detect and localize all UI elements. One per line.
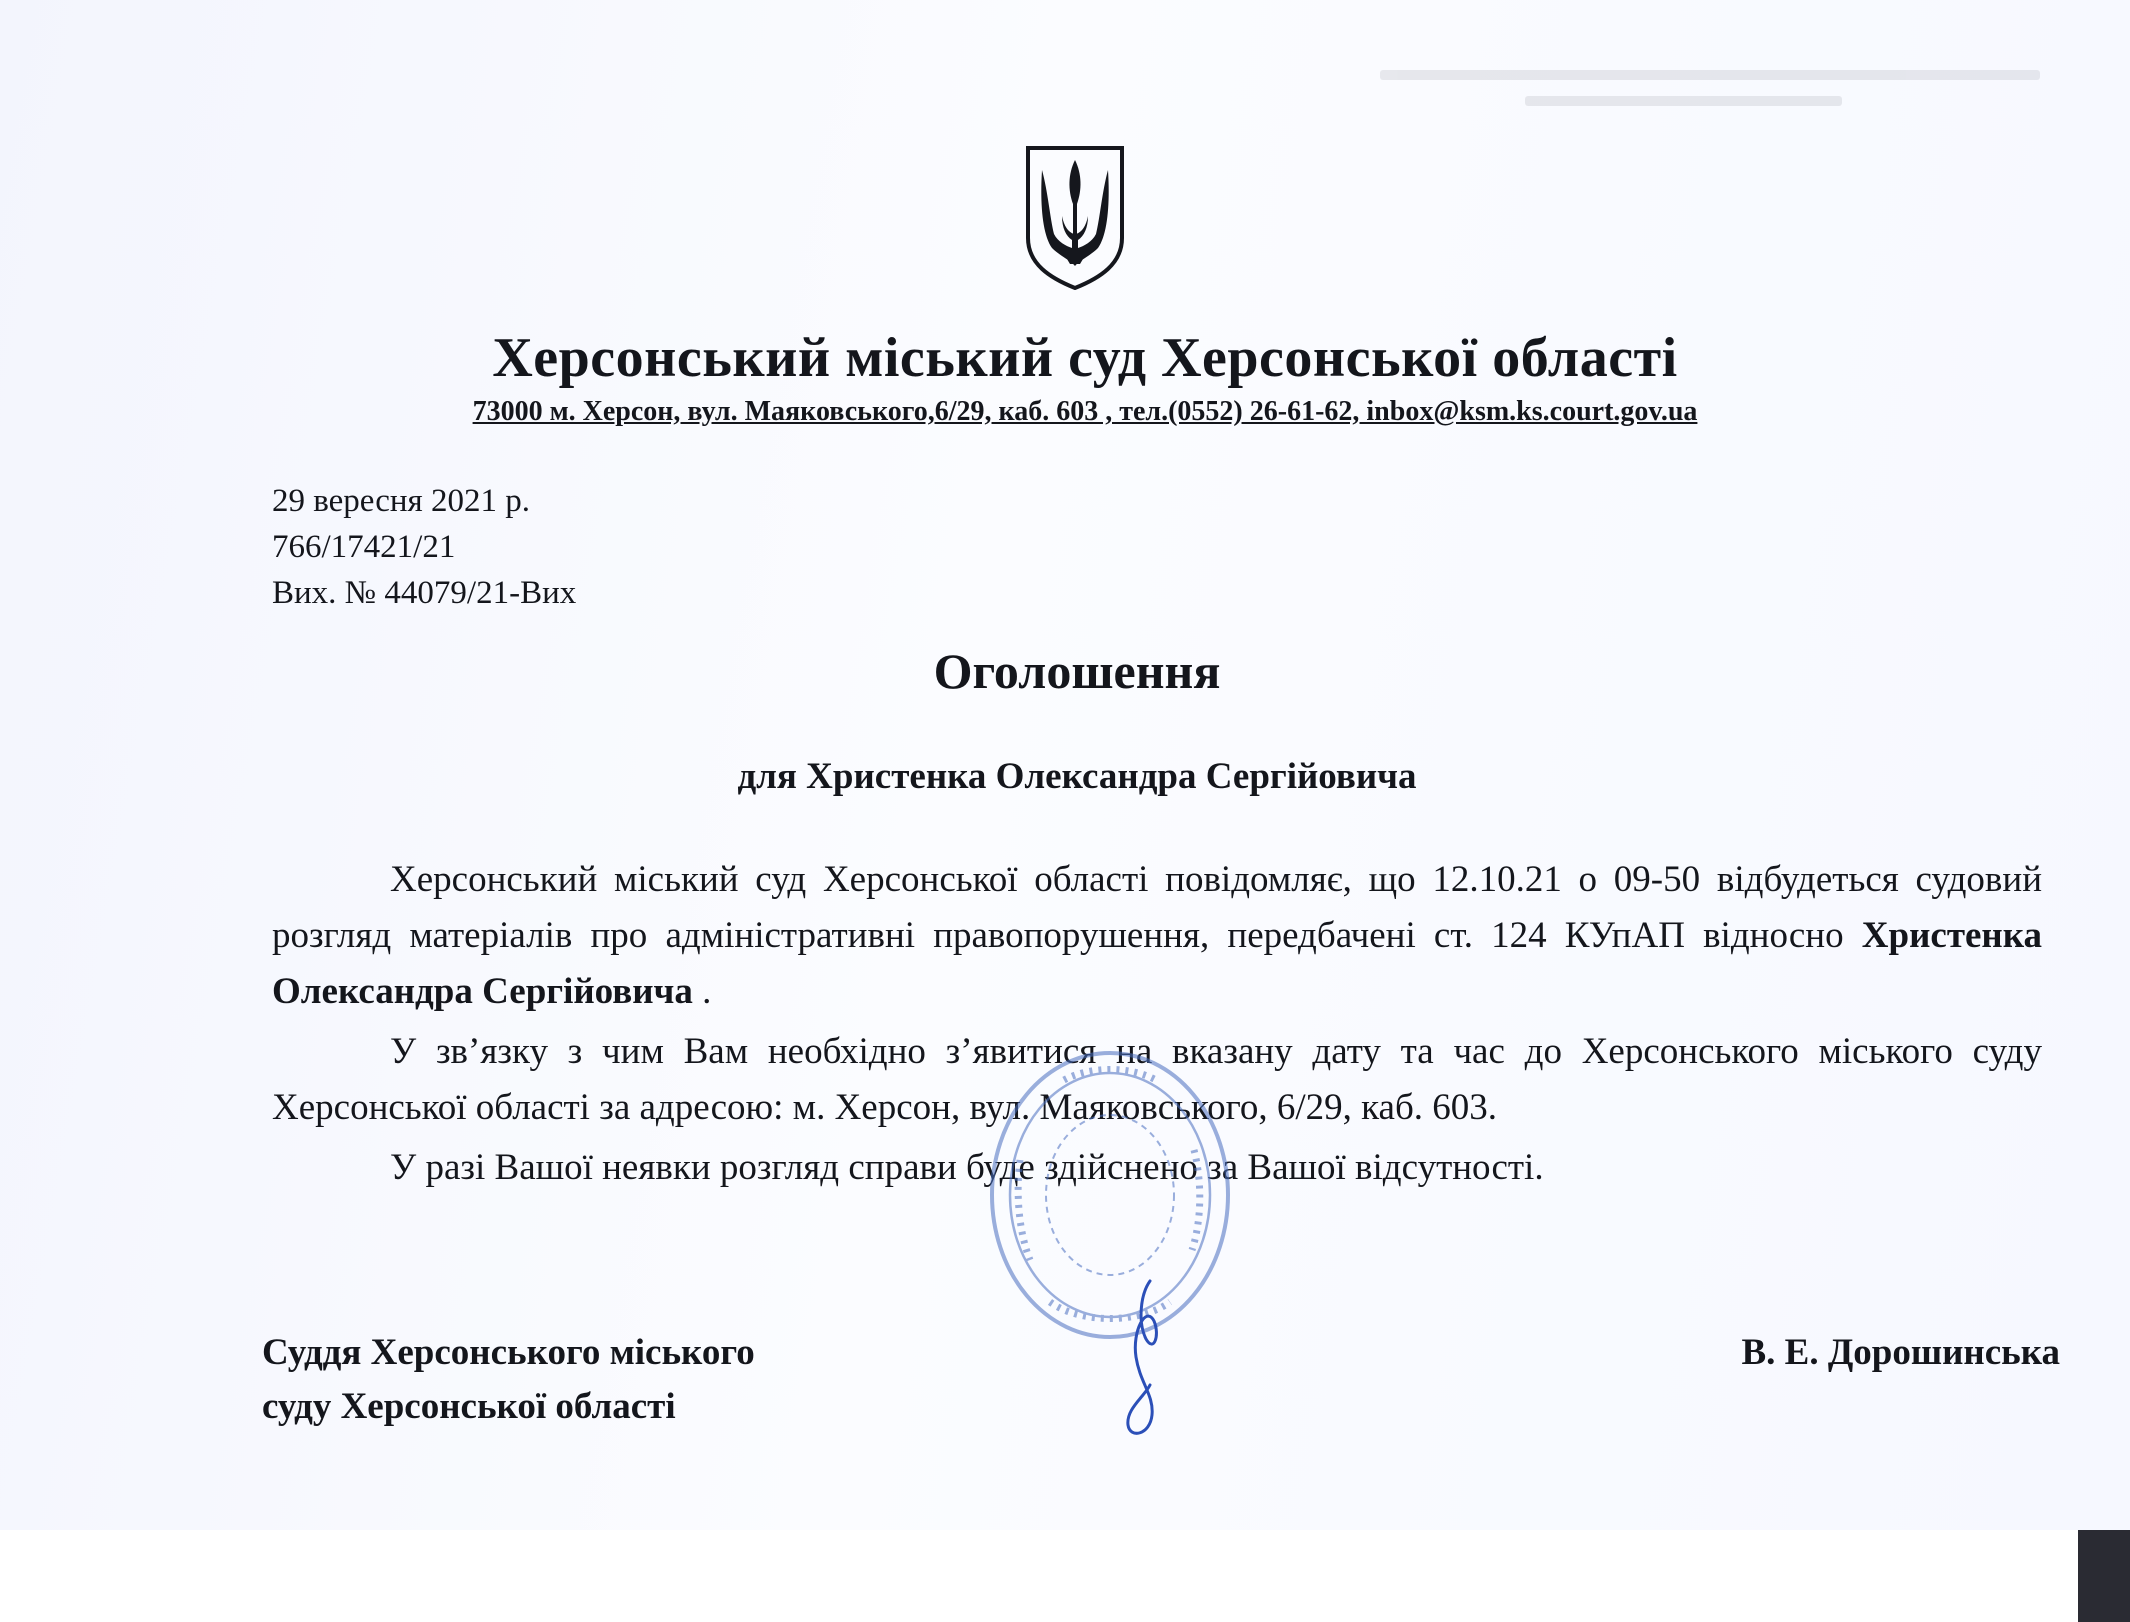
outgoing-number: Вих. № 44079/21-Вих xyxy=(272,575,577,611)
court-name-title: Херсонський міський суд Херсонської області xyxy=(492,327,1678,389)
case-number: 766/17421/21 xyxy=(272,529,456,565)
handwritten-signature xyxy=(1110,1275,1180,1445)
show-through-text xyxy=(1380,70,2040,140)
court-address-line: 73000 м. Херсон, вул. Маяковського,6/29, каб. 603 , тел.(0552) 26-61-62, inbox@ksm.ks.court.gov.ua xyxy=(472,396,1698,427)
paragraph-appearance: У зв’язку з чим Вам необхідно з’явитися на вказану дату та час до Херсонського міського суду Херсонської області за адресою: м. Херсон, вул. Маяковського, 6/29, каб. 603. xyxy=(272,1031,2042,1128)
judge-name: В. Е. Дорошинська xyxy=(1741,1332,2060,1373)
paragraph-notice xyxy=(272,852,2042,1020)
paper-bottom-edge xyxy=(0,1530,2078,1622)
paragraph-notice-text: Херсонський міський суд Херсонської області повідомляє, що 12.10.21 о 09-50 відбудеться судовий розгляд матеріалів про адміністративні правопорушення, передбачені ст. 124 КУпАП відносно xyxy=(272,859,2042,956)
document-meta xyxy=(272,478,576,616)
paragraph-absence: У разі Вашої неявки розгляд справи буде здійснено за Вашої відсутності. xyxy=(390,1147,1544,1188)
document-date: 29 вересня 2021 р. xyxy=(272,483,530,519)
judge-position xyxy=(262,1326,755,1434)
defendant-name: Христенка Олександра Сергійовича xyxy=(272,915,2042,1012)
paragraph-notice-end: . xyxy=(692,971,712,1012)
announcement-addressee: для Христенка Олександра Сергійовича xyxy=(737,756,1417,797)
announcement-title: Оголошення xyxy=(933,643,1221,699)
background-corner xyxy=(2078,1530,2130,1622)
judge-position-line-1: Суддя Херсонського міського xyxy=(262,1332,755,1373)
trident-emblem-icon xyxy=(1020,142,1130,290)
judge-position-line-2: суду Херсонської області xyxy=(262,1386,676,1427)
